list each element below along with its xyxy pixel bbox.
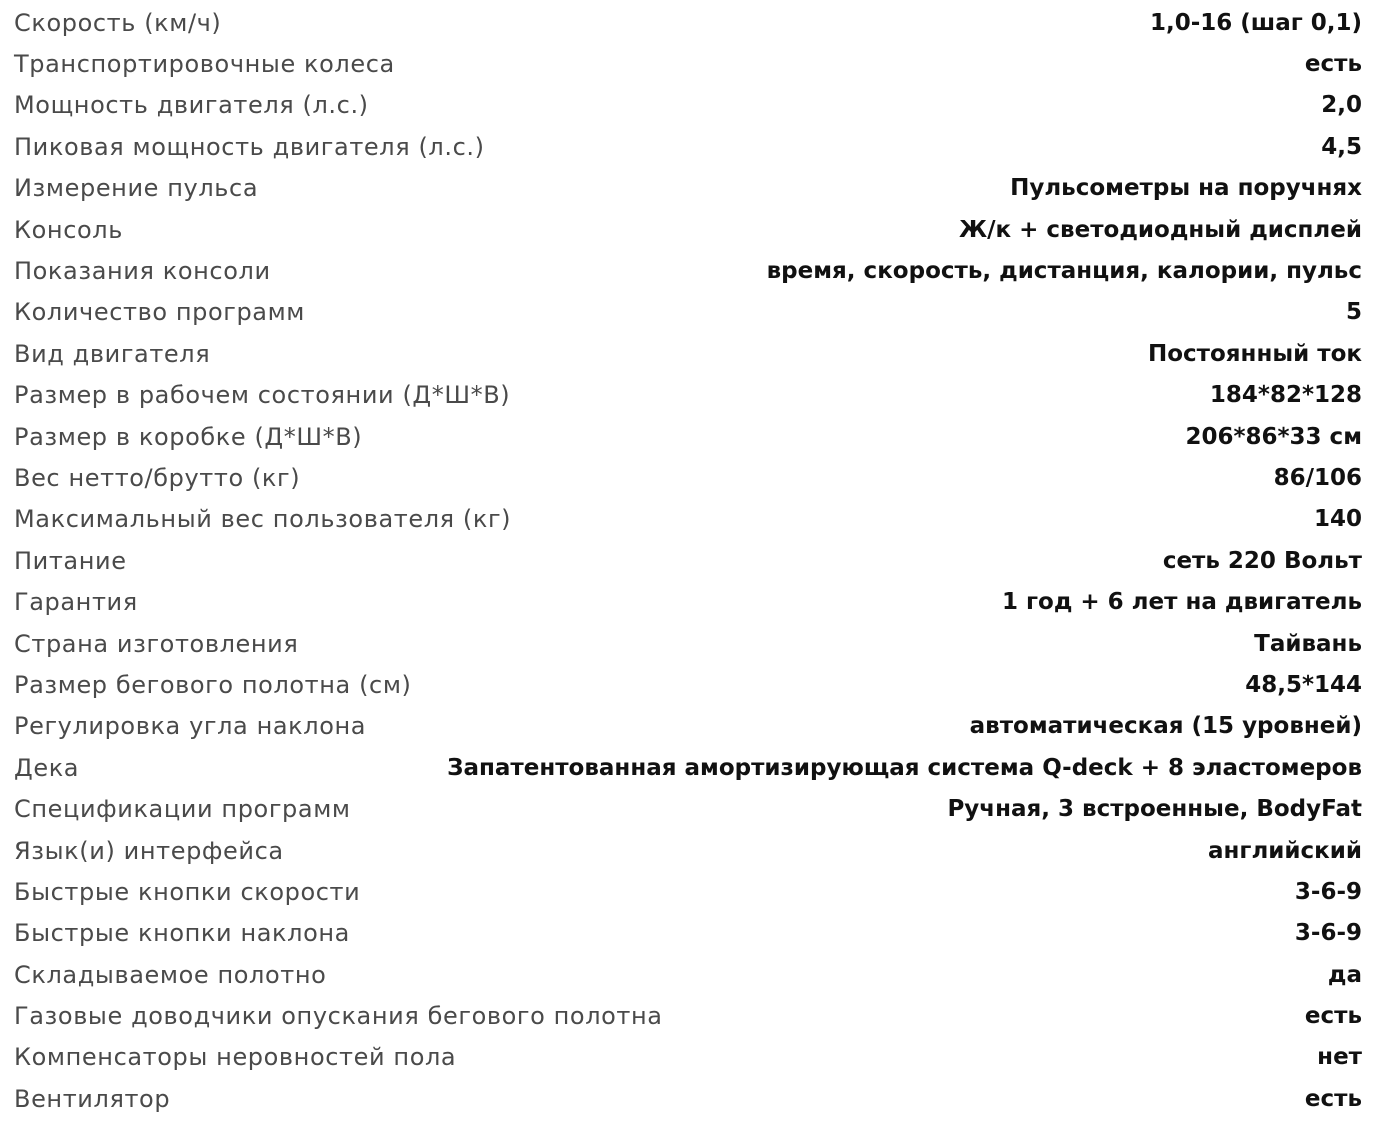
spec-label: Консоль (14, 215, 123, 244)
spec-row-incline-buttons (14, 913, 1362, 954)
spec-row-box-size (14, 416, 1362, 457)
spec-label: Количество программ (14, 298, 306, 327)
spec-label: Регулировка угла наклона (14, 712, 367, 741)
spec-value: время, скорость, дистанция, калории, пульс (766, 258, 1362, 285)
spec-label: Пиковая мощность двигателя (л.с.) (14, 132, 485, 161)
spec-label: Спецификации программ (14, 795, 351, 824)
spec-value: Ж/к + светодиодный дисплей (958, 216, 1362, 243)
spec-row-program-specs (14, 788, 1362, 829)
spec-value: нет (1317, 1044, 1362, 1071)
spec-label: Страна изготовления (14, 629, 299, 658)
spec-value: 5 (1345, 299, 1362, 326)
spec-value: 3-6-9 (1294, 878, 1362, 905)
spec-label: Мощность двигателя (л.с.) (14, 91, 369, 120)
spec-row-power-supply (14, 540, 1362, 581)
spec-row-fan (14, 1078, 1362, 1119)
spec-value: автоматическая (15 уровней) (969, 713, 1362, 740)
spec-label: Размер в коробке (Д*Ш*В) (14, 422, 363, 451)
spec-row-speed (14, 2, 1362, 43)
spec-row-country (14, 623, 1362, 664)
spec-row-weight (14, 457, 1362, 498)
spec-row-warranty (14, 581, 1362, 622)
spec-row-incline (14, 706, 1362, 747)
spec-row-deck (14, 747, 1362, 788)
spec-row-max-user-weight (14, 499, 1362, 540)
spec-label: Гарантия (14, 588, 138, 617)
spec-row-transport-wheels (14, 43, 1362, 84)
spec-value: 206*86*33 см (1185, 423, 1362, 450)
spec-value: Тайвань (1254, 630, 1362, 657)
spec-value: сеть 220 Вольт (1162, 547, 1362, 574)
spec-label: Дека (14, 753, 80, 782)
spec-value: 2,0 (1321, 92, 1362, 119)
spec-value: 140 (1313, 506, 1362, 533)
spec-row-console-readings (14, 250, 1362, 291)
spec-row-pulse (14, 168, 1362, 209)
spec-label: Транспортировочные колеса (14, 50, 395, 79)
spec-value: 4,5 (1321, 133, 1362, 160)
spec-value: есть (1304, 1085, 1362, 1112)
spec-value: английский (1208, 837, 1362, 864)
spec-value: 86/106 (1273, 464, 1362, 491)
spec-row-motor-power (14, 85, 1362, 126)
spec-table (14, 2, 1362, 1120)
spec-label: Быстрые кнопки наклона (14, 919, 350, 948)
spec-value: Запатентованная амортизирующая система Q-deck + 8 эластомеров (447, 754, 1362, 781)
spec-label: Размер бегового полотна (см) (14, 670, 412, 699)
spec-label: Показания консоли (14, 257, 271, 286)
spec-label: Вентилятор (14, 1084, 171, 1113)
spec-label: Компенсаторы неровностей пола (14, 1043, 457, 1072)
spec-value: 184*82*128 (1209, 382, 1362, 409)
spec-label: Быстрые кнопки скорости (14, 877, 361, 906)
spec-label: Вес нетто/брутто (кг) (14, 463, 301, 492)
spec-row-motor-type (14, 333, 1362, 374)
spec-row-working-size (14, 375, 1362, 416)
spec-label: Максимальный вес пользователя (кг) (14, 505, 512, 534)
spec-value: Ручная, 3 встроенные, BodyFat (947, 796, 1362, 823)
spec-row-speed-buttons (14, 871, 1362, 912)
spec-label: Складываемое полотно (14, 960, 327, 989)
spec-value: 1,0-16 (шаг 0,1) (1149, 9, 1362, 36)
spec-label: Питание (14, 546, 127, 575)
spec-row-console (14, 209, 1362, 250)
spec-row-language (14, 830, 1362, 871)
spec-label: Вид двигателя (14, 339, 211, 368)
spec-value: да (1327, 961, 1362, 988)
spec-label: Измерение пульса (14, 174, 259, 203)
spec-row-foldable (14, 954, 1362, 995)
spec-row-peak-power (14, 126, 1362, 167)
spec-label: Скорость (км/ч) (14, 8, 222, 37)
spec-value: есть (1304, 51, 1362, 78)
spec-row-belt-size (14, 664, 1362, 705)
spec-row-gas-shocks (14, 995, 1362, 1036)
spec-value: есть (1304, 1003, 1362, 1030)
spec-label: Язык(и) интерфейса (14, 836, 284, 865)
spec-value: Постоянный ток (1147, 340, 1362, 367)
spec-row-program-count (14, 292, 1362, 333)
spec-label: Размер в рабочем состоянии (Д*Ш*В) (14, 381, 511, 410)
spec-row-floor-levelers (14, 1037, 1362, 1078)
spec-value: Пульсометры на поручнях (1010, 175, 1362, 202)
spec-value: 1 год + 6 лет на двигатель (1001, 589, 1362, 616)
spec-label: Газовые доводчики опускания бегового полотна (14, 1002, 663, 1031)
spec-value: 48,5*144 (1245, 671, 1362, 698)
spec-value: 3-6-9 (1294, 920, 1362, 947)
